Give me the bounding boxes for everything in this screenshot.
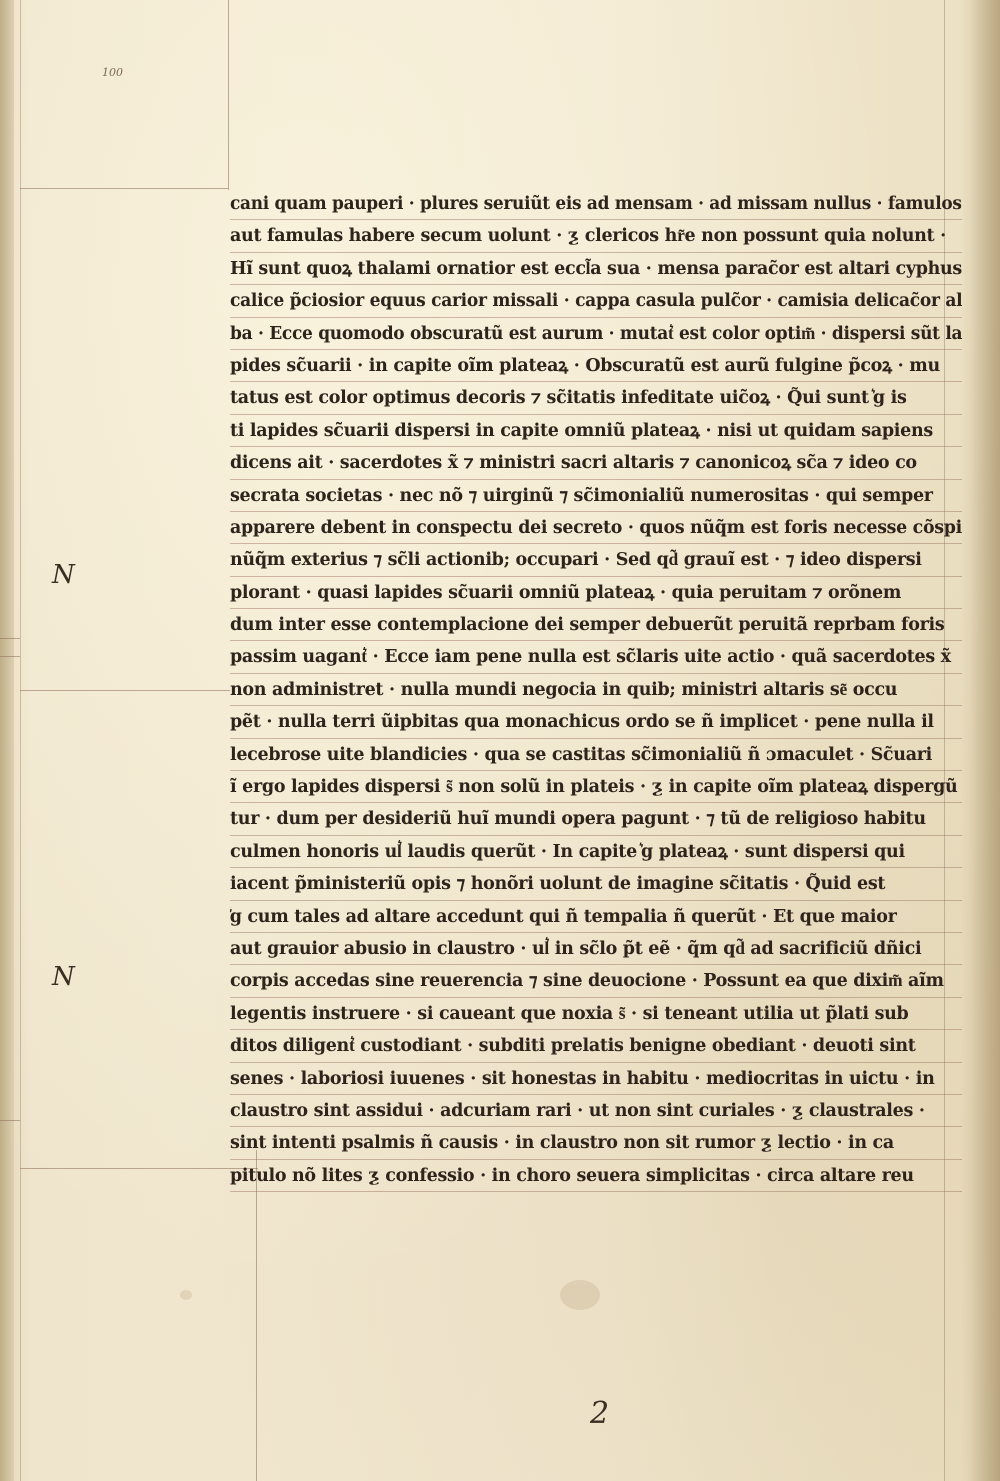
- text-line: lecebrose uite blandicies · qua se castitas sc̃imonialiũ ñ ɔmaculet · Sc̃uari: [230, 739, 962, 771]
- text-line: ditos diligent͛ custodiant · subditi prelatis benigne obediant · deuoti sint: [230, 1030, 962, 1062]
- folio-number: 100: [102, 66, 123, 79]
- text-line: senes · laboriosi iuuenes · sit honestas in habitu · mediocritas in uictu · in: [230, 1063, 962, 1095]
- text-line: legentis instruere · si caueant que noxia s͂ · si teneant utilia ut p̃lati sub: [230, 998, 962, 1030]
- ruling-horizontal-margin-3: [20, 690, 230, 691]
- text-line: pẽt · nulla terri ũipbitas qua monachicus ordo se ñ implicet · pene nulla il: [230, 706, 962, 738]
- text-line: non administret · nulla mundi negocia in quib; ministri altaris se͂ occu: [230, 674, 962, 706]
- margin-note: N: [52, 962, 75, 992]
- text-line: culmen honoris ul͛ laudis querũt · In capite ͛g plateaꝝ · sunt dispersi qui: [230, 836, 962, 868]
- text-line: tur · dum per desideriũ huĩ mundi opera pagunt · ⁊ tũ de religioso habitu: [230, 803, 962, 835]
- ruling-horizontal-margin-2: [0, 656, 20, 657]
- ruling-vertical-left-outer: [20, 0, 21, 1481]
- text-line: apparere debent in conspectu dei secreto · quos nũq̃m est foris necesse cõspi: [230, 512, 962, 544]
- text-line: nũq̃m exterius ⁊ sc̃li actionib; occupari · Sed qd͂ grauĩ est · ⁊ ideo dispersi: [230, 544, 962, 576]
- text-line: ͛g cum tales ad altare accedunt qui ñ tempalia ñ querũt · Et que maior: [230, 901, 962, 933]
- text-line: Hĩ sunt quoꝝ thalami ornatior est eccl͂a sua · mensa parac̃or est altari cyphus: [230, 253, 962, 285]
- text-line: sint intenti psalmis ñ causis · in claustro non sit rumor ƺ lectio · in ca: [230, 1127, 962, 1159]
- text-line: pides sc̃uarii · in capite oĩm plateaꝝ · Obscuratũ est aurũ fulgine p̃coꝝ · mu: [230, 350, 962, 382]
- text-line: aut famulas habere secum uolunt · ƺ clericos hr͂e non possunt quia nolunt ·: [230, 220, 962, 252]
- text-line: passim uagant͛ · Ecce iam pene nulla est sc̃laris uite actio · quã sacerdotes x̃: [230, 641, 962, 673]
- margin-note: N: [52, 560, 75, 590]
- ruling-horizontal-margin-5: [0, 1120, 20, 1121]
- foxing-spot: [560, 1280, 600, 1310]
- ruling-horizontal-margin-1: [0, 638, 20, 639]
- text-line: plorant · quasi lapides sc̃uarii omniũ plateaꝝ · quia peruitam ⁊ orõnem: [230, 577, 962, 609]
- text-line: tatus est color optimus decoris ⁊ sc̃itatis infeditate uic̃oꝝ · Q̃ui sunt ͛g is: [230, 382, 962, 414]
- text-line: corpis accedas sine reuerencia ⁊ sine deuocione · Possunt ea que dixim͂ aĩm: [230, 965, 962, 997]
- text-line: ti lapides sc̃uarii dispersi in capite omniũ plateaꝝ · nisi ut quidam sapiens: [230, 415, 962, 447]
- text-line: secrata societas · nec nõ ⁊ uirginũ ⁊ sc̃imonialiũ numerositas · qui semper: [230, 480, 962, 512]
- ruling-vertical-text-left: [228, 0, 229, 190]
- text-line: pitulo nõ lites ƺ confessio · in choro seuera simplicitas · circa altare reu: [230, 1160, 962, 1192]
- ruling-vertical-text-left-lower: [256, 1150, 257, 1481]
- foxing-spot: [180, 1290, 192, 1300]
- text-line: ba · Ecce quomodo obscuratũ est aurum · mutat͛ est color optim͂ · dispersi sũt la: [230, 318, 962, 350]
- ruling-horizontal-margin-4: [20, 1168, 258, 1169]
- text-line: aut grauior abusio in claustro · ul͛ in sc̃lo p̃t eẽ · q̃m qd͂ ad sacrificiũ dñici: [230, 933, 962, 965]
- text-line: claustro sint assidui · adcuriam rari · ut non sint curiales · ƺ claustrales ·: [230, 1095, 962, 1127]
- text-line: iacent p̃ministeriũ opis ⁊ honõri uolunt de imagine sc̃itatis · Q̃uid est: [230, 868, 962, 900]
- page-edge-shadow: [970, 0, 1000, 1481]
- catchmark: 2: [590, 1396, 610, 1431]
- binding-gutter: [0, 0, 14, 1481]
- ruling-horizontal-top: [20, 188, 228, 189]
- text-line: ĩ ergo lapides dispersi s͂ non solũ in plateis · ƺ in capite oĩm plateaꝝ dispergũ: [230, 771, 962, 803]
- text-line: dum inter esse contemplacione dei semper debuerũt peruitã reprbam foris: [230, 609, 962, 641]
- text-line: calice p̃ciosior equus carior missali · cappa casula pulc̃or · camisia delicac̃or al: [230, 285, 962, 317]
- text-line: dicens ait · sacerdotes x̃ ⁊ ministri sacri altaris ⁊ canonicoꝝ sc̃a ⁊ ideo co: [230, 447, 962, 479]
- main-text-block: [230, 188, 962, 1196]
- text-line: cani quam pauperi · plures seruiũt eis ad mensam · ad missam nullus · famulos: [230, 188, 962, 220]
